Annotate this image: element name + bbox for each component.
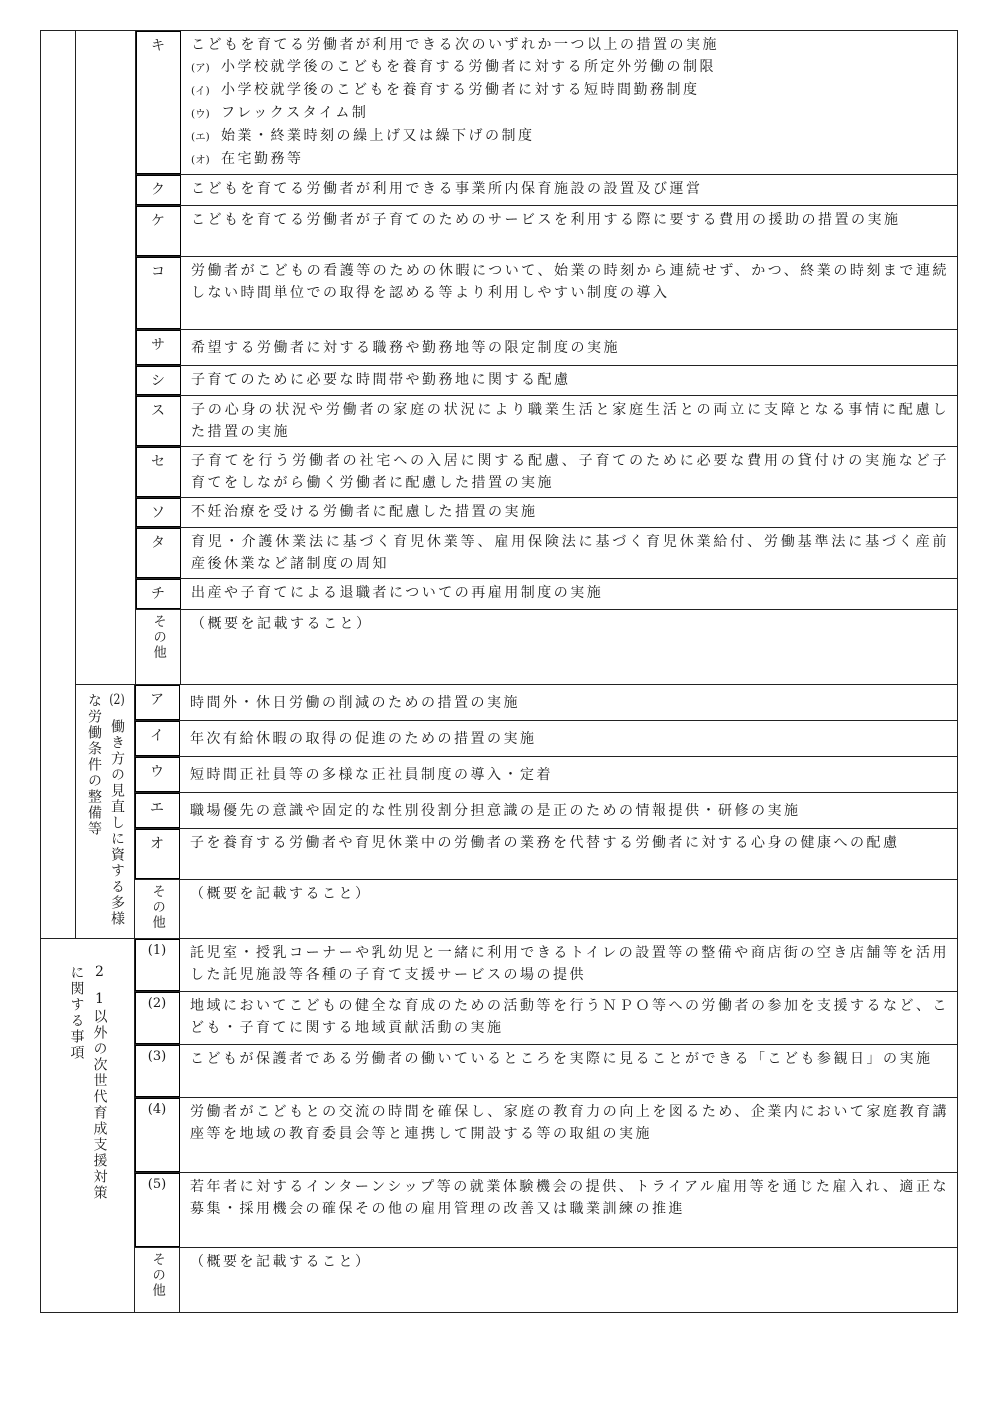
row-key-text: エ: [150, 800, 164, 816]
table-row: [136, 329, 957, 365]
row-text: 出産や子育てによる退職者についての再雇用制度の実施: [191, 585, 604, 601]
sub-item-marker: (オ): [191, 154, 210, 166]
row-key-text: タ: [151, 535, 165, 551]
table-row: [135, 756, 957, 792]
row-key-text: ケ: [151, 213, 165, 229]
row-text: 職場優先の意識や固定的な性別役割分担意識の是正のための情報提供・研修の実施: [190, 802, 801, 819]
row-key-text: ウ: [150, 764, 164, 780]
table-row: [135, 1172, 957, 1247]
row-text: 託児室・授乳コーナーや乳幼児と一緒に利用できるトイレの設置等の整備や商店街の空き店舗等を活用した託児施設等各種の子育て支援サービスの場の提供: [190, 945, 949, 983]
sub-item-text: 小学校就学後のこどもを養育する労働者に対する所定外労働の制限: [221, 59, 716, 75]
row-key-text: ア: [150, 692, 164, 708]
table-row: [135, 828, 957, 879]
row-text: 子育てのために必要な時間帯や勤務地に関する配慮: [191, 372, 571, 388]
table-row: [135, 939, 957, 991]
section2-rows: [135, 939, 957, 1312]
sub-item-marker: (エ): [191, 131, 210, 143]
row-key-text: その他: [149, 1252, 166, 1299]
sub-item: [191, 125, 949, 148]
row-text: 希望する労働者に対する職務や勤務地等の限定制度の実施: [191, 339, 620, 356]
sub-item: [191, 102, 949, 125]
sub-item-marker: (イ): [191, 85, 210, 97]
group2-block: [76, 684, 957, 938]
sub-item-text: 小学校就学後のこどもを養育する労働者に対する短時間勤務制度: [221, 82, 700, 98]
upper-right: [76, 31, 957, 938]
section2-block: [41, 938, 957, 1312]
row-key-label: [135, 685, 180, 720]
sub-item: [191, 79, 949, 102]
group2-header-cell: [76, 685, 135, 938]
row-key-text: サ: [151, 337, 165, 353]
table-row: [136, 578, 957, 609]
sub-item: [191, 148, 949, 171]
row-text: 労働者がこどもとの交流の時間を確保し、家庭の教育力の向上を図るため、企業内において家庭教育講座等を地域の教育委員会等と連携して開設する等の取組の実施: [190, 1104, 949, 1142]
row-key-label: [135, 880, 180, 938]
section2-header-text: [65, 965, 111, 1203]
row-text: 年次有給休暇の取得の促進のための措置の実施: [190, 730, 537, 747]
row-key-label: [136, 528, 181, 578]
section2-title: 1以外の次世代育成支援対策に関する事項: [68, 965, 108, 1201]
group2-header-text: [82, 693, 128, 927]
row-key-label: [135, 1248, 180, 1312]
sub-item-marker: (ウ): [191, 108, 210, 120]
row-key-text: (2): [147, 996, 167, 1011]
row-key-label: [136, 396, 181, 446]
row-key-label: [136, 330, 181, 365]
sub-item-marker: (ア): [191, 62, 210, 74]
row-key-text: チ: [151, 586, 165, 602]
sub-item: [191, 56, 949, 79]
row-text: [181, 31, 957, 174]
table-row: [136, 256, 957, 329]
row-text: 若年者に対するインターンシップ等の就業体験機会の提供、トライアル雇用等を通じた雇入れ、適正な募集・採用機会の確保その他の雇用管理の改善又は職業訓練の推進: [190, 1179, 949, 1217]
table-row: [135, 1044, 957, 1097]
row-key-text: (4): [147, 1102, 167, 1117]
row-text: 短時間正社員等の多様な正社員制度の導入・定着: [190, 766, 553, 783]
row-main-text: こどもを育てる労働者が利用できる次のいずれか一つ以上の措置の実施: [191, 37, 719, 53]
table-row: [136, 205, 957, 256]
sub-item-text: 在宅勤務等: [221, 151, 304, 167]
row-key-text: セ: [151, 454, 165, 470]
table-row: [136, 31, 957, 174]
table-row: [136, 365, 957, 395]
row-text: こどもが保護者である労働者の働いているところを実際に見ることができる「こども参観日」の実施: [190, 1051, 933, 1067]
row-key-label: [135, 829, 180, 879]
row-text: 育児・介護休業法に基づく育児休業等、雇用保険法に基づく育児休業給付、労働基準法に基づく産前産後休業など諸制度の周知: [191, 534, 949, 572]
row-key-text: ソ: [151, 505, 165, 521]
group1-block: [76, 31, 957, 684]
table-row: [135, 685, 957, 720]
measures-table: [40, 30, 958, 1313]
row-text: （概要を記載すること）: [191, 616, 373, 632]
table-row: [135, 720, 957, 756]
row-key-label: [135, 793, 180, 828]
row-key-label: [135, 992, 180, 1044]
table-row: [136, 446, 957, 497]
row-key-text: その他: [149, 884, 166, 931]
row-key-text: ク: [151, 182, 165, 198]
row-key-text: (3): [147, 1049, 167, 1064]
row-key-text: その他: [150, 614, 167, 661]
sub-item-text: 始業・終業時刻の繰上げ又は繰下げの制度: [221, 128, 535, 144]
upper-block: [41, 31, 957, 938]
row-key-label: [136, 366, 181, 395]
row-key-label: [136, 447, 181, 497]
section2-header-cell: [41, 939, 135, 1312]
table-row: [135, 792, 957, 828]
row-key-label: [136, 175, 181, 205]
table-row: [136, 497, 957, 527]
row-key-text: (5): [147, 1177, 167, 1192]
table-row: [136, 174, 957, 205]
row-key-text: キ: [151, 38, 165, 54]
row-key-text: コ: [151, 264, 165, 280]
row-key-text: ス: [151, 403, 165, 419]
row-key-label: [135, 721, 180, 756]
row-text: 子育てを行う労働者の社宅への入居に関する配慮、子育てのために必要な費用の貸付けの実施など子育てをしながら働く労働者に配慮した措置の実施: [191, 453, 949, 491]
row-key-text: (1): [147, 943, 167, 958]
table-row: [135, 991, 957, 1044]
row-key-label: [136, 206, 181, 256]
row-key-text: イ: [150, 728, 164, 744]
row-key-label: [135, 1173, 180, 1247]
row-key-label: [136, 498, 181, 527]
row-key-text: シ: [151, 373, 165, 389]
row-key-text: オ: [150, 836, 164, 852]
row-text: 子を養育する労働者や育児休業中の労働者の業務を代替する労働者に対する心身の健康への配慮: [190, 835, 900, 851]
row-text: こどもを育てる労働者が子育てのためのサービスを利用する際に要する費用の援助の措置の実施: [191, 212, 901, 228]
group1-header-cell-empty: [76, 31, 136, 684]
group2-rows: [135, 685, 957, 938]
group2-title: 働き方の見直しに資する多様な労働条件の整備等: [86, 693, 125, 927]
row-text: 時間外・休日労働の削減のための措置の実施: [190, 694, 520, 711]
row-text: 不妊治療を受ける労働者に配慮した措置の実施: [191, 504, 538, 520]
table-row: [136, 395, 957, 446]
row-text: 子の心身の状況や労働者の家庭の状況により職業生活と家庭生活との両立に支障となる事情に配慮した措置の実施: [191, 402, 949, 440]
table-row-other: [135, 879, 957, 938]
row-key-label: [136, 31, 181, 174]
row-key-label: [136, 579, 181, 609]
group2-number: (2): [109, 693, 125, 707]
group1-rows: [136, 31, 957, 684]
row-key-label: [135, 1098, 180, 1172]
row-text: 労働者がこどもの看護等のための休暇について、始業の時刻から連続せず、かつ、終業の時刻まで連続しない時間単位での取得を認める等より利用しやすい制度の導入: [191, 263, 949, 301]
section1-spanner-cell: [41, 31, 76, 938]
section2-number: 2: [95, 965, 104, 979]
row-text: こどもを育てる労働者が利用できる事業所内保育施設の設置及び運営: [191, 181, 703, 197]
table-row-other: [135, 1247, 957, 1312]
table-row: [135, 1097, 957, 1172]
row-key-label: [135, 1045, 180, 1097]
table-row: [136, 527, 957, 578]
row-text: （概要を記載すること）: [190, 1254, 372, 1270]
row-key-label: [135, 939, 180, 991]
table-row-other: [136, 609, 957, 684]
row-text: 地域においてこどもの健全な育成のための活動等を行うＮＰＯ等への労働者の参加を支援するなど、こども・子育てに関する地域貢献活動の実施: [190, 998, 949, 1036]
row-text: （概要を記載すること）: [190, 886, 372, 902]
row-key-label: [135, 757, 180, 792]
row-key-label: [136, 610, 181, 684]
sub-item-text: フレックスタイム制: [221, 105, 369, 121]
row-key-label: [136, 257, 181, 329]
